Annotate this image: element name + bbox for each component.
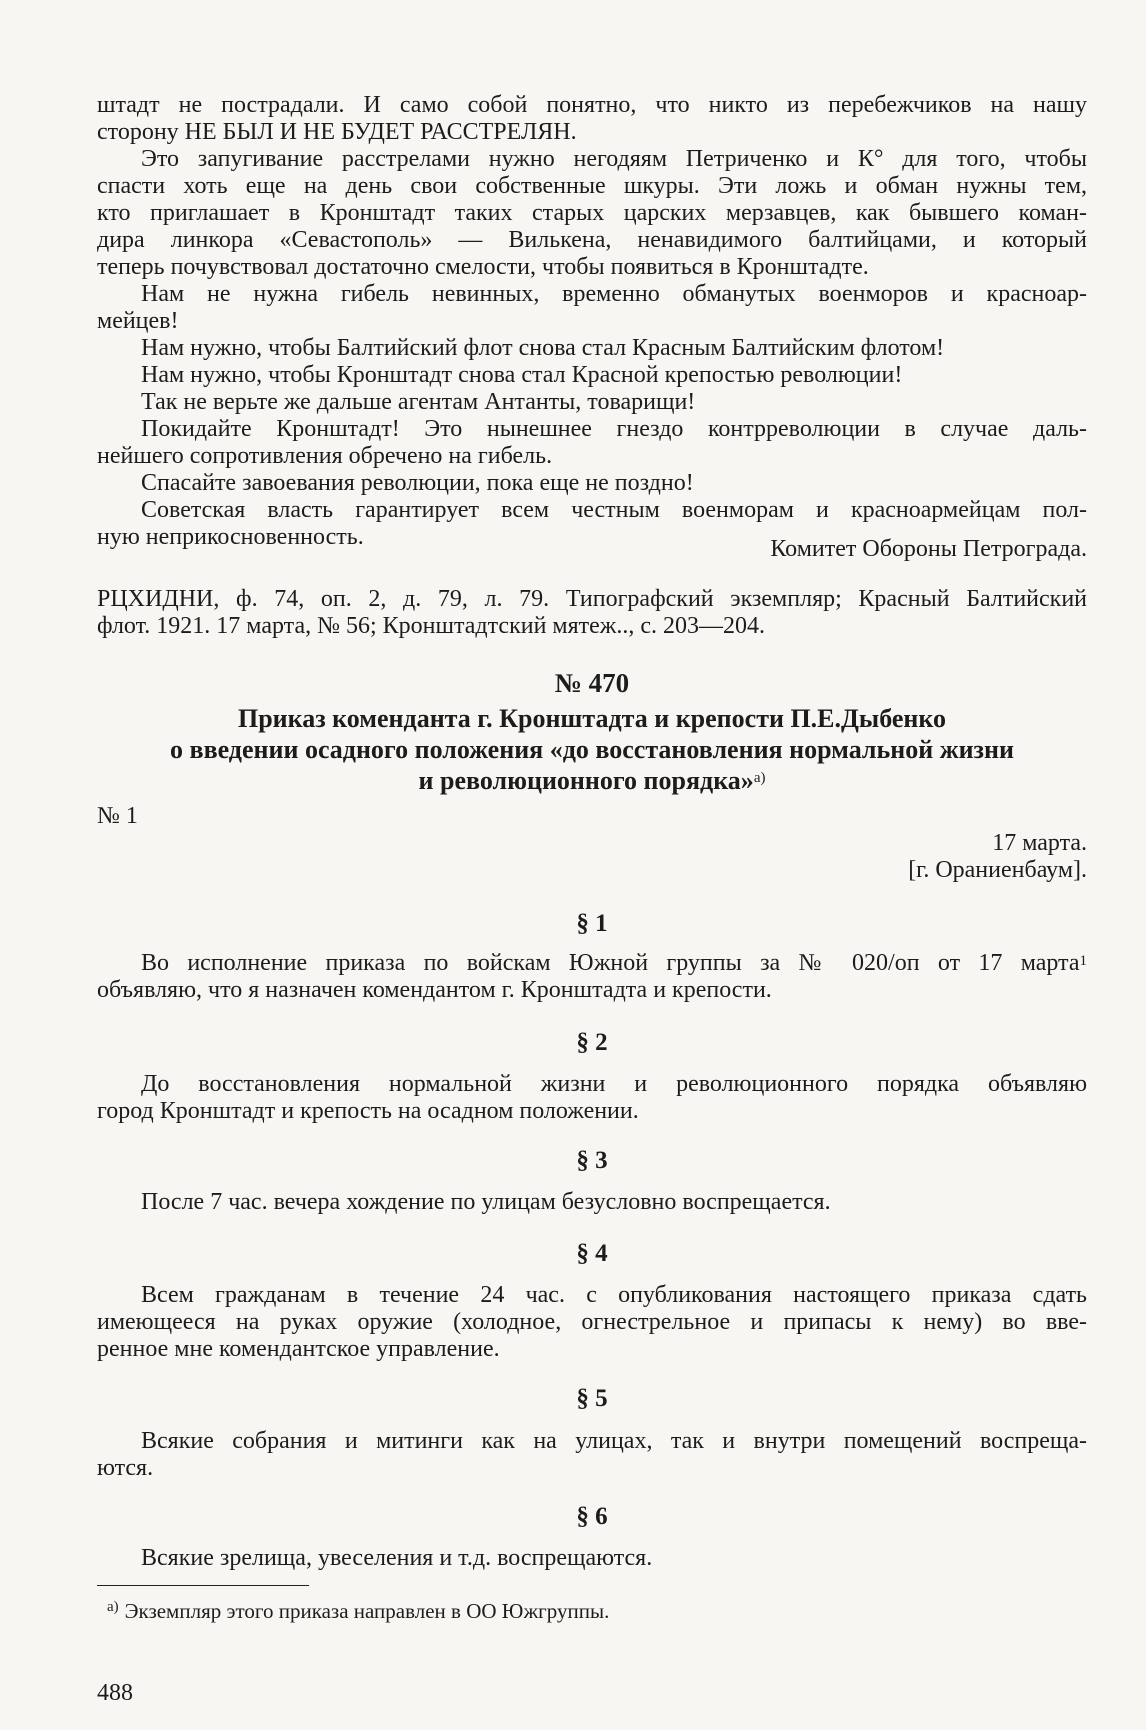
citation-line: флот. 1921. 17 марта, № 56; Кронштадтский мятеж.., с. 203—204. — [97, 613, 766, 639]
appeal-signature — [97, 536, 1087, 563]
footnote-divider — [97, 1585, 309, 1586]
text-line: имеющееся на руках оружие (холодное, огнестрельное и припасы к нему) во вве- — [97, 1309, 1087, 1335]
text-line: ную неприкосновенность. — [97, 524, 364, 550]
section-label-6: § 6 — [576, 1503, 608, 1530]
text-line: спасти хоть еще на день свои собственные шкуры. Эти ложь и обман нужны тем, — [97, 173, 1087, 199]
text-line: Советская власть гарантирует всем честным военморам и красноармейцам пол- — [141, 497, 1087, 523]
continuation-text — [97, 92, 1087, 146]
section-label-2: § 2 — [576, 1029, 608, 1056]
section-body-3 — [97, 1189, 1087, 1216]
section-footnote-mark: 1 — [1079, 953, 1087, 969]
text-line: Всем гражданам в течение 24 час. с опубликования настоящего приказа сдать — [141, 1282, 1087, 1308]
appeal-paragraph-2 — [97, 281, 1087, 335]
order-place: [г. Ораниенбаум]. — [908, 857, 1087, 883]
section-label-3: § 3 — [576, 1147, 608, 1174]
document-title — [97, 703, 1087, 796]
title-line: о введении осадного положения «до восстановления нормальной жизни — [170, 735, 1014, 764]
section-body-4 — [97, 1282, 1087, 1363]
text-line: Всякие собрания и митинги как на улицах, так и внутри помещений воспреща- — [141, 1428, 1087, 1454]
text-line-content: Во исполнение приказа по войскам Южной группы за № 020/оп от 17 марта — [141, 950, 1080, 976]
text-line — [97, 950, 1087, 977]
section-body-5 — [97, 1428, 1087, 1482]
section-body-6 — [97, 1545, 1087, 1572]
text-line: дира линкора «Севастополь» — Вилькена, ненавидимого балтийцами, и который — [97, 227, 1087, 253]
source-citation — [97, 586, 1087, 640]
section-label-1: § 1 — [576, 910, 608, 937]
text-line: Нам нужно, чтобы Балтийский флот снова стал Красным Балтийским флотом! — [141, 335, 945, 361]
section-label-4: § 4 — [576, 1240, 608, 1267]
appeal-paragraph-6 — [97, 416, 1087, 470]
text-line: штадт не пострадали. И само собой понятно, что никто из перебежчиков на нашу — [97, 92, 1087, 118]
section-label-5: § 5 — [576, 1385, 608, 1412]
text-line: До восстановления нормальной жизни и революционного порядка объявляю — [141, 1071, 1087, 1097]
page-number: 488 — [97, 1680, 133, 1706]
text-line: Спасайте завоевания революции, пока еще не поздно! — [141, 470, 694, 496]
title-line: Приказ коменданта г. Кронштадта и крепости П.Е.Дыбенко — [237, 704, 947, 733]
appeal-paragraph-1 — [97, 146, 1087, 281]
section-body-2 — [97, 1071, 1087, 1125]
text-line: ются. — [97, 1455, 154, 1481]
text-line: теперь почувствовал достаточно смелости, чтобы появиться в Кронштадте. — [97, 254, 869, 280]
text-line: город Кронштадт и крепость на осадном положении. — [97, 1098, 639, 1124]
text-line: Всякие зрелища, увеселения и т.д. воспрещаются. — [141, 1545, 653, 1571]
text-line: мейцев! — [97, 308, 179, 334]
appeal-paragraph-3 — [97, 335, 1087, 362]
section-body-1 — [97, 950, 1087, 1004]
document-number: № 470 — [554, 668, 630, 698]
text-line: ренное мне комендантское управление. — [97, 1336, 500, 1362]
signature-line: Комитет Обороны Петрограда. — [770, 536, 1087, 562]
text-line: Это запугивание расстрелами нужно негодяям Петриченко и К° для того, чтобы — [141, 146, 1087, 172]
order-number — [97, 803, 1087, 830]
text-line: Покидайте Кронштадт! Это нынешнее гнездо контрреволюции в случае даль- — [141, 416, 1087, 442]
appeal-paragraph-4 — [97, 362, 1087, 389]
text-line: нейшего сопротивления обречено на гибель. — [97, 443, 553, 469]
title-line-text: и революционного порядка» — [418, 766, 754, 795]
footnote-text: Экземпляр этого приказа направлен в ОО Южгруппы. — [124, 1599, 610, 1623]
text-line: объявляю, что я назначен комендантом г. Кронштадта и крепости. — [97, 977, 772, 1003]
footnote-mark: а) — [107, 1599, 119, 1615]
text-line: Так не верьте же дальше агентам Антанты, товарищи! — [141, 389, 696, 415]
title-footnote-mark: а) — [753, 770, 766, 786]
text-line: кто приглашает в Кронштадт таких старых царских мерзавцев, как бывшего коман- — [97, 200, 1087, 226]
footnote — [107, 1598, 609, 1627]
title-line — [97, 765, 1087, 796]
order-date: 17 марта. — [992, 830, 1087, 856]
order-date-place — [97, 830, 1087, 884]
text-line: Нам не нужна гибель невинных, временно обманутых военморов и красноар- — [141, 281, 1087, 307]
text-line: Нам нужно, чтобы Кронштадт снова стал Красной крепостью революции! — [141, 362, 903, 388]
order-number-text: № 1 — [97, 803, 138, 829]
text-line: сторону НЕ БЫЛ И НЕ БУДЕТ РАССТРЕЛЯН. — [97, 119, 577, 145]
appeal-paragraph-5 — [97, 389, 1087, 416]
citation-line: РЦХИДНИ, ф. 74, оп. 2, д. 79, л. 79. Типографский экземпляр; Красный Балтийский — [97, 586, 1087, 612]
appeal-paragraph-7 — [97, 470, 1087, 497]
text-line: После 7 час. вечера хождение по улицам безусловно воспрещается. — [141, 1189, 831, 1215]
